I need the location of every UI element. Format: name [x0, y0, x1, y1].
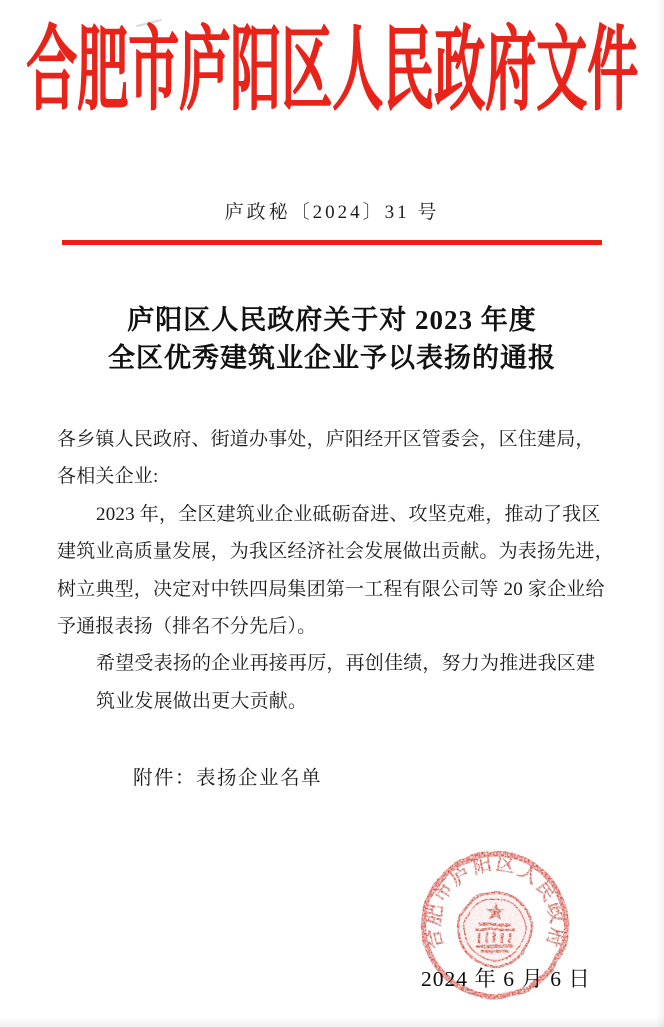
title-line-1: 庐阳区人民政府关于对 2023 年度	[127, 305, 537, 335]
paragraph-line: 2023 年，全区建筑业企业砥砺奋进、攻坚克难，推动了我区	[96, 503, 601, 525]
paragraph-line: 树立典型，决定对中铁四局集团第一工程有限公司等 20 家企业给	[57, 578, 605, 600]
national-emblem-icon	[458, 892, 531, 965]
title-line-2: 全区优秀建筑业企业予以表扬的通报	[108, 343, 556, 373]
attachment-note: 附件：表扬企业名单	[133, 768, 323, 789]
paragraph-line: 筑业发展做出更大贡献。	[96, 690, 308, 712]
letterhead-text: 合肥市庐阳区人民政府文件	[25, 21, 638, 124]
document-number: 庐政秘〔2024〕31 号	[224, 202, 440, 223]
red-separator-line	[62, 240, 602, 245]
paragraph-line: 予通报表扬（排名不分先后）。	[57, 616, 317, 638]
seal-ring-text: 合肥市庐阳区人民政府	[421, 852, 569, 951]
document-date: 2024 年 6 月 6 日	[421, 967, 591, 991]
document-body	[57, 421, 613, 720]
scan-edge-shade-bottom	[0, 1017, 664, 1027]
paragraph-line: 建筑业高质量发展，为我区经济社会发展做出贡献。为表扬先进，	[57, 541, 614, 563]
scan-edge-shade-right	[656, 0, 664, 1027]
salutation-line: 各乡镇人民政府、街道办事处，庐阳经开区管委会，区住建局，	[57, 429, 595, 450]
salutation-line: 各相关企业:	[57, 466, 159, 488]
paragraph-line: 希望受表扬的企业再接再厉，再创佳绩，努力为推进我区建	[96, 653, 596, 675]
letterhead	[0, 21, 664, 124]
document-title	[0, 301, 664, 377]
